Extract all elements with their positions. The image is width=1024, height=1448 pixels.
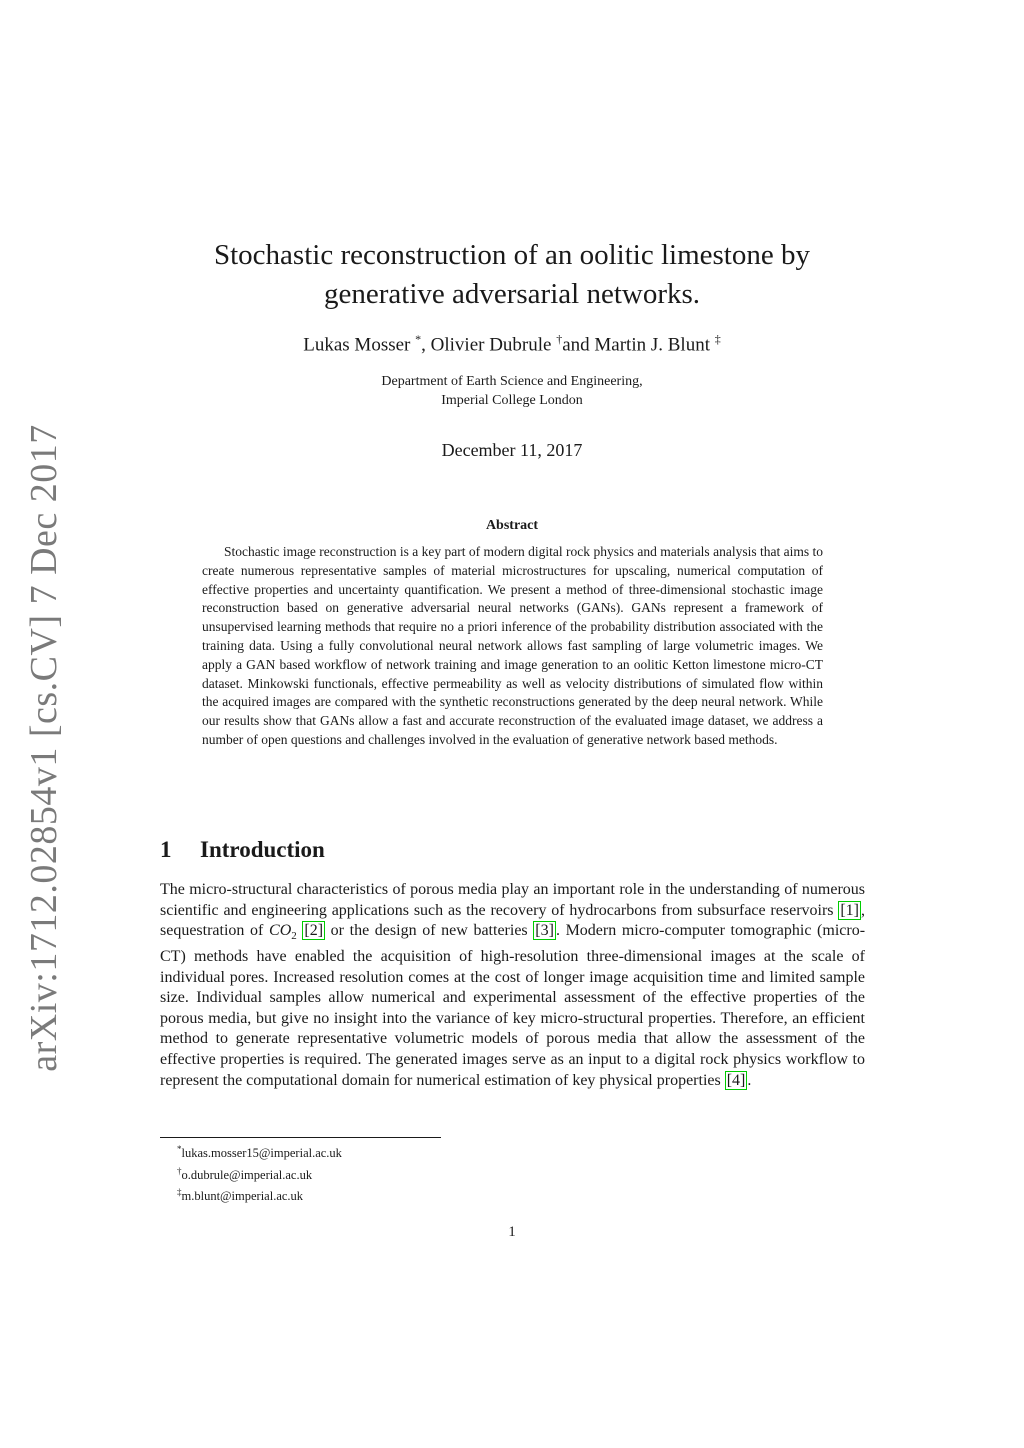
footnote-item [177,1163,342,1185]
paragraph-text: The micro-structural characteristics of porous media play an important role in the understanding of numerous scientific and engineering applications such as the recovery of hydrocarbons from subsurface reservoirs [160,881,865,919]
footnote-marker[interactable]: ‡ [714,332,721,346]
citation-link[interactable]: [1] [840,901,859,919]
chemical-formula [269,922,297,943]
footnote-marker[interactable]: * [415,332,422,346]
abstract-text: Stochastic image reconstruction is a key part of modern digital rock physics and materials analysis that aims to create numerous representative samples of material microstructures for upscaling, numerical computation of effective properties and uncertainty quantification. We present a method of three-dimensional stochastic image reconstruction based on generative adversarial neural networks (GANs). GANs represent a framework of unsupervised learning methods that require no a priori inference of the probability distribution associated with the training data. Using a fully convolutional neural network allows fast sampling of large volumetric images. We apply a GAN based workflow of network training and image generation to an oolitic Ketton limestone micro-CT dataset. Minkowski functionals, effective permeability as well as velocity distributions of simulated flow within the acquired images are compared with the synthetic reconstructions generated by the deep neural network. While our results show that GANs allow a fast and accurate reconstruction of the evaluated image dataset, we address a number of open questions and challenges involved in the evaluation of generative network based methods. [202,544,823,747]
paragraph-text: . [747,1071,752,1089]
author-name: Martin J. Blunt [594,334,710,356]
footnote-email: o.dubrule@imperial.ac.uk [181,1167,313,1182]
footnote-marker: * [177,1144,182,1154]
paper-title: Stochastic reconstruction of an oolitic limestone by generative adversarial networks. [214,239,810,310]
page-number: 1 [508,1224,516,1240]
paragraph-text: or the design of new batteries [325,922,534,940]
arxiv-identifier-stamp: arXiv:1712.02854v1 [cs.CV] 7 Dec 2017 [23,424,65,1072]
introduction-paragraph [160,880,865,1091]
citation-link[interactable]: [3] [535,922,554,940]
author-list [160,332,864,356]
footnote-divider [160,1137,441,1138]
footnote-marker: ‡ [177,1187,182,1198]
publication-date: December 11, 2017 [441,440,583,460]
affiliation [160,372,864,410]
abstract-heading: Abstract [485,518,539,533]
author-separator: and [562,334,595,356]
author-name: Lukas Mosser [303,334,411,356]
paragraph-text: , sequestration of [160,901,865,940]
footnote-item [177,1141,342,1163]
author-name: Olivier Dubrule [430,334,552,356]
section-number: 1 [160,837,172,862]
affiliation-department: Department of Earth Science and Engineering, [381,374,643,389]
footnote-marker[interactable]: † [556,332,563,346]
footnote-email: m.blunt@imperial.ac.uk [181,1189,304,1204]
formula-base: CO [269,922,292,940]
citation-link[interactable]: [4] [726,1071,746,1089]
paragraph-text: . Modern micro-computer tomographic (micro-CT) methods have enabled the acquisition of high-resolution three-dimensional images at the scale of individual pores. Increased resolution comes at the cost of longer image acquisition time and limited sample size. Individual samples allow numerical and experimental assessment of the effective properties of the porous media, but give no insight into the variance of key micro-structural properties. Therefore, an efficient method to generate representative volumetric models of porous media that allow the assessment of the effective properties is required. The generated images serve as an input to a digital rock physics workflow to represent the computational domain for numerical estimation of key physical properties [160,922,866,1089]
formula-subscript: 2 [291,930,297,943]
section-title: Introduction [200,837,325,862]
footnote-item [177,1184,342,1206]
footnote-email: lukas.mosser15@imperial.ac.uk [181,1146,342,1161]
affiliation-institution: Imperial College London [441,393,583,408]
section-heading [160,837,325,863]
author-separator: , [421,334,431,356]
citation-link[interactable]: [2] [304,922,324,940]
footnote-marker: † [177,1165,182,1176]
footnotes [177,1141,342,1206]
